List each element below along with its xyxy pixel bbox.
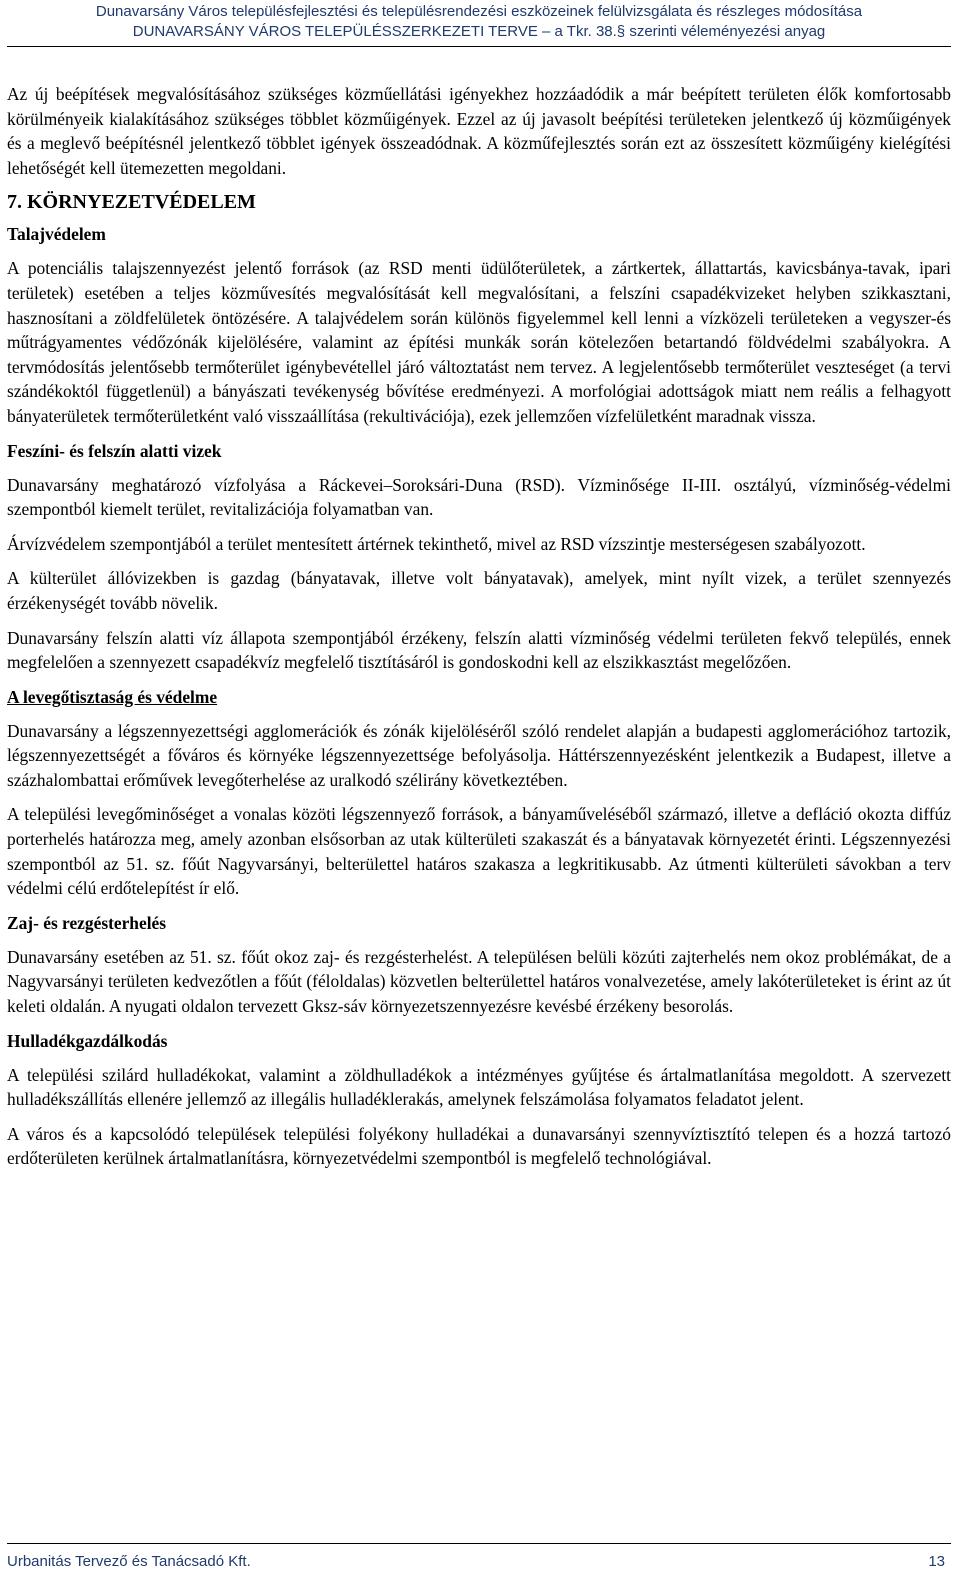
vizek-paragraph-3: A külterület állóvizekben is gazdag (bányatavak, illetve volt bányatavak), amelyek, mint nyílt vizek, a terület szennyezés érzékenységét tovább növelik. (7, 568, 951, 613)
header-document-title: DUNAVARSÁNY VÁROS TELEPÜLÉSSZERKEZETI TERVE – a Tkr. 38.§ szerinti véleményezési anyag (132, 23, 826, 40)
section-title: 7. KÖRNYEZETVÉDELEM (7, 191, 256, 214)
heading-levego-text: A levegőtisztaság és védelme (7, 686, 218, 707)
intro-paragraph: Az új beépítések megvalósításához szükséges közműellátási igényekhez hozzáadódik a már beépített területen élők komfortosabb körülményeik kialakításához szükséges többlet közműigények. Ezzel az új javasolt beépítési területeken jelentkező új közműigények és a meglevő beépítésnél jelentkező többlet igények összeadódnak. A közműfejlesztés során ezt az összesített közműigény kielégítési lehetőségét kell ütemezetten megoldani. (7, 84, 951, 178)
heading-levego (7, 685, 951, 709)
heading-talajvedelem: Talajvédelem (7, 224, 106, 245)
hulladek-paragraph-1: A települési szilárd hulladékokat, valamint a zöldhulladékok a intézményes gyűjtése és ártalmatlanítása megoldott. A szervezett hulladékszállítás ellenére jellemző az illegális hulladéklerakás, amelynek felszámolása folyamatos feladatot jelent. (7, 1064, 951, 1110)
vizek-paragraph-4: Dunavarsány felszín alatti víz állapota szempontjából érzékeny, felszín alatti vízminőség védelmi területen fekvő település, ennek megfelelően a szennyezett csapadékvíz megfelelő tisztításáról is gondoskodni kell az elszikkasztást megelőzően. (7, 627, 951, 673)
page-footer (7, 1543, 951, 1572)
footer-company: Urbanitás Tervező és Tanácsadó Kft. (7, 1553, 251, 1570)
document-body (7, 82, 951, 1181)
heading-hulladek: Hulladékgazdálkodás (7, 1030, 168, 1051)
talajvedelem-paragraph: A potenciális talajszennyezést jelentő források (az RSD menti üdülőterületek, a zártkertek, állattartás, kavicsbánya-tavak, ipari területek) esetében a teljes közművesítés megvalósítását kell megvalósítani, a felszíni csapadékvizeket helyben szikkasztani, hasznosítani a zöldfelületek öntözésére. A talajvédelem során különös figyelemmel kell lenni a vízközeli területeken a vegyszer-és műtrágyamentes védőzónák kijelölésére, valamint az építési munkák során kötelezően betartandó földvédelmi szabályokra. A tervmódosítás jelentősebb termőterület igénybevétellel járó változtatást nem tervez. A legjelentősebb termőterület veszteséget (a tervi szándékoktól függetlenül) a bányászati tevékenység bővítése eredményezi. A morfológiai adottságok miatt nem reális a felhagyott bányaterületek termőterületként való visszaállítása (rekultivációja), ezek jellemzően vízfelületként maradnak vissza. (7, 258, 951, 426)
heading-vizek: Feszíni- és felszín alatti vizek (7, 440, 222, 461)
hulladek-paragraph-2: A város és a kapcsolódó települések települési folyékony hulladékai a dunavarsányi szennyvíztisztító telepen és a hozzá tartozó erdőterületen kerülnek ártalmatlanításra, környezetvédelmi szempontból is megfelelő technológiával. (7, 1123, 951, 1169)
levego-paragraph-1: Dunavarsány a légszennyezettségi agglomerációk és zónák kijelöléséről szóló rendelet alapján a budapesti agglomerációhoz tartozik, légszennyezettségét a főváros és környéke légszennyezettsége befolyásolja. Háttérszennyezésként jelentkezik a Budapest, illetve a százhalombattai erőművek levegőterhelése az uralkodó szélirány következtében. (7, 720, 951, 790)
page-header (7, 2, 951, 47)
levego-paragraph-2: A települési levegőminőséget a vonalas közöti légszennyező források, a bányaműveléséből származó, illetve a defláció okozta diffúz porterhelés határozza meg, amely azonban elsősorban az utak külterületi szakaszát és a bányatavak környezetét érinti. Légszennyezési szempontból az 51. sz. főút Nagyvarsányi, belterülettel határos szakasza a legkritikusabb. Az útmenti külterületi sávokban a terv védelmi célú erdőtelepítést ír elő. (7, 804, 951, 899)
vizek-paragraph-2: Árvízvédelem szempontjából a terület mentesített ártérnek tekinthető, mivel az RSD vízszintje mesterségesen szabályozott. (7, 533, 866, 554)
header-project-title: Dunavarsány Város településfejlesztési és településrendezési eszközeinek felülvizsgálata és részleges módosítása (95, 3, 863, 20)
vizek-paragraph-1: Dunavarsány meghatározó vízfolyása a Ráckevei–Soroksári-Duna (RSD). Vízminősége II-III. osztályú, vízminőség-védelmi szempontból kiemelt terület, revitalizációja folyamatban van. (7, 474, 951, 520)
heading-zaj: Zaj- és rezgésterhelés (7, 912, 167, 933)
page-number: 13 (928, 1553, 945, 1570)
zaj-paragraph: Dunavarsány esetében az 51. sz. főút okoz zaj- és rezgésterhelést. A településen belüli közúti zajterhelés nem okoz problémákat, de a Nagyvarsányi területen kedvezőtlen a főút (féloldalas) közvetlen belterülettel határos vonalvezetése, amely lakóterületeket is érint az út keleti oldalán. A nyugati oldalon tervezett Gksz-sáv környezetszennyezésre kevésbé érzékeny besorolás. (7, 946, 951, 1017)
